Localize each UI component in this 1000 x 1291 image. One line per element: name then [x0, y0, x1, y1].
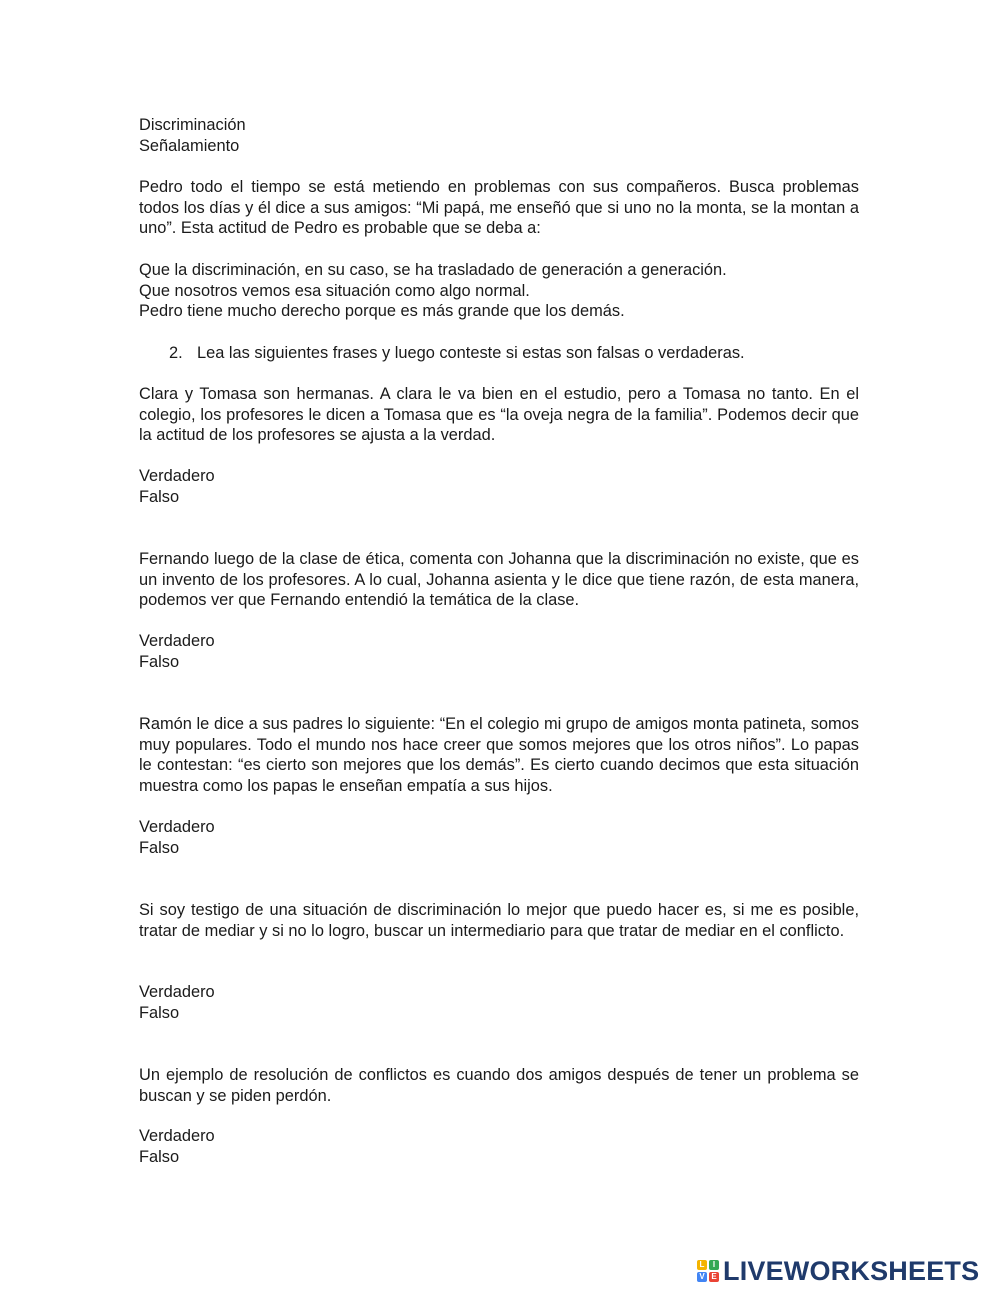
statement-1	[139, 384, 859, 446]
logo-square-l: L	[697, 1260, 707, 1270]
statement-2-text: Fernando luego de la clase de ética, comenta con Johanna que la discriminación no existe, que es un invento de los profesores. A lo cual, Johanna asienta y le dice que tiene razón, de esta manera, podemos ver que Fernando entendió la temática de la clase.	[139, 550, 859, 610]
logo-square-e: E	[709, 1272, 719, 1282]
logo-square-v: V	[697, 1272, 707, 1282]
logo-square-i: I	[709, 1260, 719, 1270]
statement-1-false-option[interactable]: Falso	[139, 487, 180, 506]
statement-4-choices	[139, 982, 859, 1023]
statement-3	[139, 714, 859, 797]
statement-5-text: Un ejemplo de resolución de conflictos es cuando dos amigos después de tener un problema se buscan y se piden perdón.	[139, 1066, 859, 1105]
statement-4-true-option[interactable]: Verdadero	[139, 983, 215, 1001]
statement-3-text: Ramón le dice a sus padres lo siguiente: “En el colegio mi grupo de amigos monta patineta, somos muy populares. Todo el mundo nos hace creer que somos mejores que los otros niños”. Lo papas le contestan: “es cierto son mejores que los demás”. Es cierto cuando decimos que esta situación muestra como los papas le enseñan empatía a sus hijos.	[139, 715, 859, 796]
statement-2	[139, 549, 859, 611]
logo-text: LIVEWORKSHEETS	[723, 1255, 980, 1286]
statement-3-false-option[interactable]: Falso	[139, 838, 180, 857]
question-2-instruction	[169, 343, 859, 364]
option-2[interactable]: Que nosotros vemos esa situación como algo normal.	[139, 281, 530, 300]
statement-1-choices	[139, 466, 859, 507]
header-line-2: Señalamiento	[139, 136, 240, 155]
statement-2-choices	[139, 631, 859, 672]
header-line-1: Discriminación	[139, 116, 246, 134]
statement-5-true-option[interactable]: Verdadero	[139, 1127, 215, 1145]
statement-2-true-option[interactable]: Verdadero	[139, 632, 215, 650]
option-3[interactable]: Pedro tiene mucho derecho porque es más grande que los demás.	[139, 302, 625, 321]
question-1-text: Pedro todo el tiempo se está metiendo en problemas con sus compañeros. Busca problemas todos los días y él dice a sus amigos: “Mi papá, me enseñó que si uno no la monta, se la montan a uno”. Esta actitud de Pedro es probable que se deba a:	[139, 178, 859, 238]
statement-5-false-option[interactable]: Falso	[139, 1147, 180, 1166]
question-2-number: 2.	[169, 344, 183, 362]
statement-1-text: Clara y Tomasa son hermanas. A clara le va bien en el estudio, pero a Tomasa no tanto. En el colegio, los profesores le dicen a Tomasa que es “la oveja negra de la familia”. Podemos decir que la actitud de los profesores se ajusta a la verdad.	[139, 385, 859, 445]
question-2-text: Lea las siguientes frases y luego conteste si estas son falsas o verdaderas.	[197, 344, 745, 362]
statement-3-true-option[interactable]: Verdadero	[139, 818, 215, 836]
logo-mark-icon	[697, 1260, 719, 1282]
question-1-options	[139, 260, 859, 322]
option-1[interactable]: Que la discriminación, en su caso, se ha trasladado de generación a generación.	[139, 261, 727, 279]
statement-4-false-option[interactable]: Falso	[139, 1003, 180, 1022]
statement-3-choices	[139, 817, 859, 858]
statement-5-choices	[139, 1126, 859, 1167]
statement-4-text: Si soy testigo de una situación de discriminación lo mejor que puedo hacer es, si me es posible, tratar de mediar y si no lo logro, buscar un intermediario para que tratar de mediar en el conflicto.	[139, 901, 859, 940]
statement-4	[139, 900, 859, 941]
liveworksheets-logo	[697, 1256, 979, 1286]
question-1	[139, 177, 859, 239]
statement-2-false-option[interactable]: Falso	[139, 652, 180, 671]
header-block	[139, 115, 859, 156]
statement-1-true-option[interactable]: Verdadero	[139, 467, 215, 485]
statement-5	[139, 1065, 859, 1106]
